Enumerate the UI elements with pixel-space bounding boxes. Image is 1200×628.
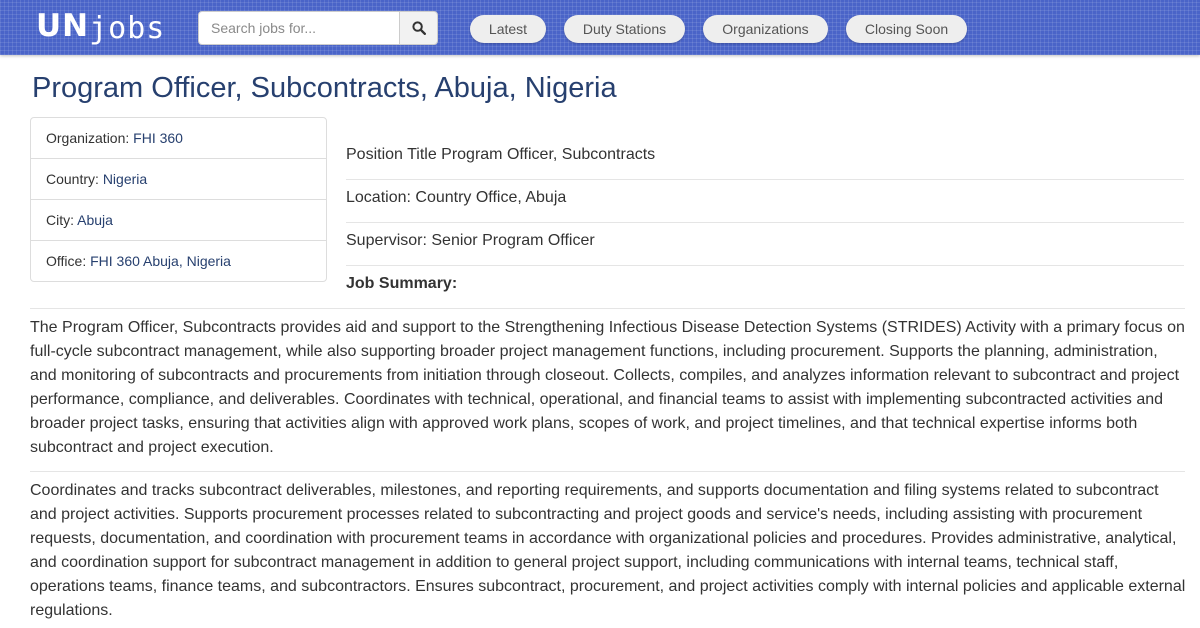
country-link[interactable]: Nigeria — [102, 171, 148, 187]
office-link[interactable]: FHI 360 Abuja, Nigeria — [90, 253, 231, 269]
logo-jobs-text: jobs — [89, 11, 166, 46]
nav-organizations[interactable]: Organizations — [703, 15, 828, 43]
search-icon — [412, 21, 426, 35]
organization-link[interactable]: FHI 360 — [133, 130, 183, 146]
divider — [30, 308, 1185, 309]
location-line: Location: Country Office, Abuja — [346, 189, 567, 206]
divider — [346, 179, 1184, 180]
nav-closing-soon[interactable]: Closing Soon — [846, 15, 967, 43]
unjobs-logo[interactable] — [36, 8, 165, 48]
nav-latest[interactable]: Latest — [470, 15, 546, 43]
info-label: City: — [46, 212, 74, 228]
top-navbar — [0, 0, 1200, 55]
info-country — [31, 159, 326, 200]
search-button[interactable] — [399, 11, 438, 45]
job-summary-heading: Job Summary: — [346, 275, 458, 292]
page-title: Program Officer, Subcontracts, Abuja, Nigeria — [32, 72, 617, 104]
logo-un-text: UN — [36, 8, 90, 44]
info-city — [31, 200, 326, 241]
info-label: Office: — [46, 253, 87, 269]
nav-duty-stations[interactable]: Duty Stations — [564, 15, 685, 43]
job-info-panel — [30, 117, 327, 282]
search-form — [198, 11, 438, 45]
info-organization — [31, 118, 326, 159]
info-office — [31, 241, 326, 281]
city-link[interactable]: Abuja — [77, 212, 113, 228]
position-title-line: Position Title Program Officer, Subcontracts — [346, 146, 656, 163]
supervisor-line: Supervisor: Senior Program Officer — [346, 232, 595, 249]
divider — [30, 471, 1185, 472]
divider — [346, 265, 1184, 266]
description-paragraph: Coordinates and tracks subcontract deliverables, milestones, and reporting requirements, and supports documentation and filing systems related to subcontract and project activities. Supports procurement processes related to subcontracting and project goods and service's needs, including assisting with procurement requests, documentation, and coordination with procurement teams in accordance with organizational policies and procedures. Provides administrative, analytical, and coordination support for subcontract management in addition to general project support, including communications with internal teams, technical staff, operations teams, finance teams, and subcontractors. Ensures subcontract, procurement, and project activities comply with internal policies and applicable external regulations. — [30, 482, 1186, 619]
divider — [346, 222, 1184, 223]
info-label: Country: — [46, 171, 99, 187]
description-paragraph: The Program Officer, Subcontracts provides aid and support to the Strengthening Infectious Disease Detection Systems (STRIDES) Activity with a primary focus on full-cycle subcontract management, while also supporting broader project management functions, including procurement. Supports the planning, administration, and monitoring of subcontracts and procurements from initiation through closeout. Collects, compiles, and analyzes information relevant to subcontract and project performance, compliance, and deliverables. Coordinates with technical, operational, and financial teams to assist with implementing subcontracted activities and broader project tasks, ensuring that activities align with approved work plans, scopes of work, and project timelines, and that technical expertise informs both subcontract and project execution. — [30, 319, 1185, 456]
info-label: Organization: — [46, 130, 130, 146]
search-input[interactable] — [198, 11, 399, 45]
